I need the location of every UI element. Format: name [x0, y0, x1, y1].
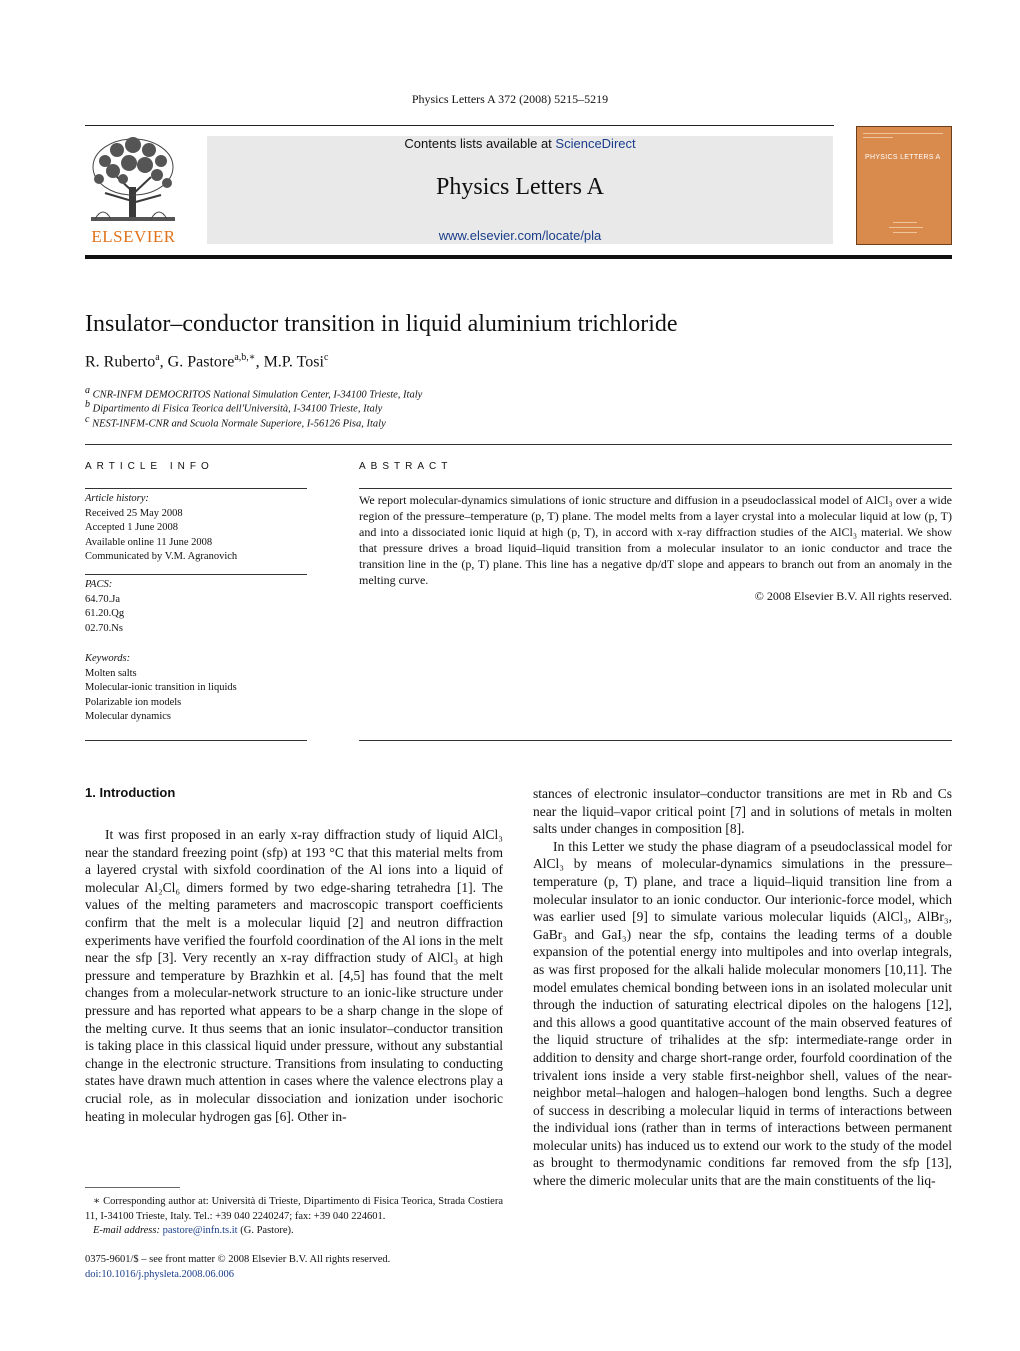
info-rule — [85, 740, 307, 741]
elsevier-wordmark: ELSEVIER — [91, 227, 176, 246]
email-label: E-mail address: — [93, 1225, 160, 1236]
body-column-left — [85, 826, 503, 1125]
author-name[interactable]: G. Pastore — [167, 353, 235, 371]
author-affil-mark: a,b,∗ — [234, 352, 256, 363]
affiliation: $^b$ Dipartimento di Fisica Teorica dell'Università, I-34100 Trieste, Italy — [85, 399, 383, 415]
article-history — [85, 492, 307, 565]
info-rule — [85, 488, 307, 489]
abstract — [359, 492, 952, 604]
info-rule — [85, 574, 307, 575]
journal-url-link[interactable]: www.elsevier.com/locate/pla — [438, 228, 602, 243]
cover-title: PHYSICS LETTERS A — [865, 154, 941, 161]
paragraph: stances of electronic insulator–conductor transitions are met in Rb and Cs near the liquid–vapor critical point [7] and in solutions of metals in molten salts under changes in composition [8]. — [533, 786, 952, 837]
affiliation: $^a$ CNR-INFM DEMOCRITOS National Simulation Center, I-34100 Trieste, Italy — [85, 385, 423, 401]
author-affil-mark: a — [155, 352, 160, 363]
history-item: Communicated by V.M. Agranovich — [85, 551, 238, 562]
footnote-text: Corresponding author at: Università di Trieste, Dipartimento di Fisica Teorica, Strada Costiera 11, I-34100 Trieste, Italy. Tel.: +39 040 2240247; fax: +39 040 224601. — [85, 1196, 503, 1222]
section-heading: 1. Introduction — [85, 785, 176, 800]
history-item: Accepted 1 June 2008 — [85, 522, 179, 533]
pacs-item: 02.70.Ns — [85, 622, 123, 634]
contents-prefix: Contents lists available at — [404, 136, 552, 151]
author-name[interactable]: M.P. Tosi — [263, 353, 324, 371]
footnote-mark: ∗ — [93, 1196, 101, 1207]
keyword-item: Molecular dynamics — [85, 711, 172, 722]
journal-citation: Physics Letters A 372 (2008) 5215–5219 — [411, 92, 609, 106]
header-thick-rule — [85, 255, 952, 259]
abstract-copyright: © 2008 Elsevier B.V. All rights reserved. — [754, 589, 952, 603]
email-link[interactable]: pastore@infn.ts.it — [162, 1225, 238, 1236]
author-name[interactable]: R. Ruberto — [85, 353, 156, 371]
abstract-heading: ABSTRACT — [359, 461, 453, 472]
keywords-label: Keywords: — [85, 653, 131, 664]
footnote-rule — [85, 1187, 180, 1188]
keyword-item: Molten salts — [85, 667, 137, 679]
body-column-right — [533, 785, 952, 1190]
keyword-item: Polarizable ion models — [85, 696, 182, 708]
article-title: Insulator–conductor transition in liquid aluminium trichloride — [85, 311, 678, 337]
journal-cover-thumbnail[interactable] — [856, 126, 952, 245]
corresponding-author-footnote — [85, 1195, 503, 1239]
paragraph: In this Letter we study the phase diagram of a pseudoclassical model for AlCl₃ by means of molecular-dynamics simulations in the pressure–temperature (p, T) plane, and trace a liquid–liquid transition line from a molecular insulator to an ionic conductor. Our interionic-force model, which was earlier used [9] to simulate various molecular liquids (AlCl₃, AlBr₃, GaBr₃ and GaI₃) near the sfp, contains the leading terms of a double expansion of the potential energy into multipoles and into overlap integrals, as was first proposed for the alkali halide molecular monomers [10,11]. The model emulates chemical bonding between ions in an isolated molecular unit through the induction of saturating electrical dipoles on the halogens [12], and this allows a good quantitative account of the main observed features of the liquid structure of trihalides at the sfp: intermediate-range order in addition to density and charge short-range order, fourfold coordination of the trivalent ions inside a very stable first-neighbor shell, values of the near-neighbor metal–halogen and halogen–halogen bond lengths. Such a degree of success in describing a molecular liquid in terms of interactions between the individual ions (rather than in terms of interactions between permanent molecular units) has induced us to extend our work to the study of the model as brought to thermodynamic conditions far removed from the sfp [13], where the dimeric molecular units that are the main constituents of the liq- — [533, 838, 952, 1189]
abstract-rule — [359, 488, 952, 489]
pacs-item: 64.70.Ja — [85, 593, 120, 605]
elsevier-logo — [85, 135, 182, 245]
author-list: R. Ruberto$^a$, G. Pastore$^{a,b,∗}$, M.P. Tosi$^c$ — [85, 352, 329, 371]
issn-line: 0375-9601/$ – see front matter © 2008 Elsevier B.V. All rights reserved. — [85, 1254, 391, 1265]
history-item: Available online 11 June 2008 — [85, 536, 213, 548]
doi-link[interactable]: doi:10.1016/j.physleta.2008.06.006 — [85, 1269, 235, 1280]
pacs-label: PACS: — [85, 579, 113, 590]
keywords-list — [85, 652, 307, 725]
abstract-text: We report molecular-dynamics simulations of ionic structure and diffusion in a pseudoclassical model of AlCl₃ over a wide region of the pressure–temperature (p, T) plane. The model melts from a layer crystal into a molecular liquid at low (p, T) and into a dissociated ionic liquid at high (p, T), in accord with x-ray diffraction studies of the AlCl₃ material. We show that pressure drives a broad liquid–liquid transition from a molecular insulator to an ionic conductor and trace the transition line in the (p, T) plane. This line has a negative dp/dT slope and appears to branch out from an anomaly in the melting curve. — [359, 493, 952, 587]
article-info-heading: ARTICLE INFO — [85, 461, 214, 472]
contents-line — [207, 136, 833, 152]
email-suffix: (G. Pastore). — [240, 1225, 294, 1236]
affiliation: $^c$ NEST-INFM-CNR and Scuola Normale Superiore, I-56126 Pisa, Italy — [85, 414, 386, 430]
history-item: Received 25 May 2008 — [85, 507, 183, 519]
paragraph: It was first proposed in an early x-ray diffraction study of liquid AlCl₃ near the standard freezing point (sfp) at 193 °C that this material melts from a layered crystal with sixfold coordination of the Al ions into a liquid of molecular Al₂Cl₆ dimers formed by two edge-sharing tetrahedra [1]. The values of the melting parameters and macroscopic transport coefficients confirm that the melt is a molecular liquid [2] and neutron diffraction experiments have verified the fourfold coordination of the Al ions in the melt near the sfp [3]. Very recently an x-ray diffraction study of AlCl₃ at high pressure and temperature by Brazhkin et al. [4,5] has found that the melt changes from a molecular-network structure to an ionic-like structure under pressure and has reported what appears to be a sharp change in the slope of the melting curve. It thus seems that an ionic insulator–conductor transition is taking place in this classical liquid under pressure, without any substantial change in the electronic structure. Transitions from insulating to conducting states have drawn much attention in cases where the valence electrons play a crucial role, as in molecular dissociation and ionization under isochoric heating in molecular hydrogen gas [6]. Other in- — [85, 827, 503, 1124]
author-affil-mark: c — [323, 352, 329, 363]
front-matter — [85, 1252, 390, 1282]
abstract-rule — [359, 740, 952, 741]
history-label: Article history: — [85, 493, 149, 504]
pacs-item: 61.20.Qg — [85, 608, 125, 619]
section-rule — [85, 444, 952, 445]
journal-banner — [207, 136, 833, 244]
header-rule — [85, 125, 834, 126]
journal-name: Physics Letters A — [436, 174, 604, 200]
pacs-list — [85, 578, 307, 636]
keyword-item: Molecular-ionic transition in liquids — [85, 682, 237, 693]
sciencedirect-link[interactable]: ScienceDirect — [555, 136, 636, 151]
